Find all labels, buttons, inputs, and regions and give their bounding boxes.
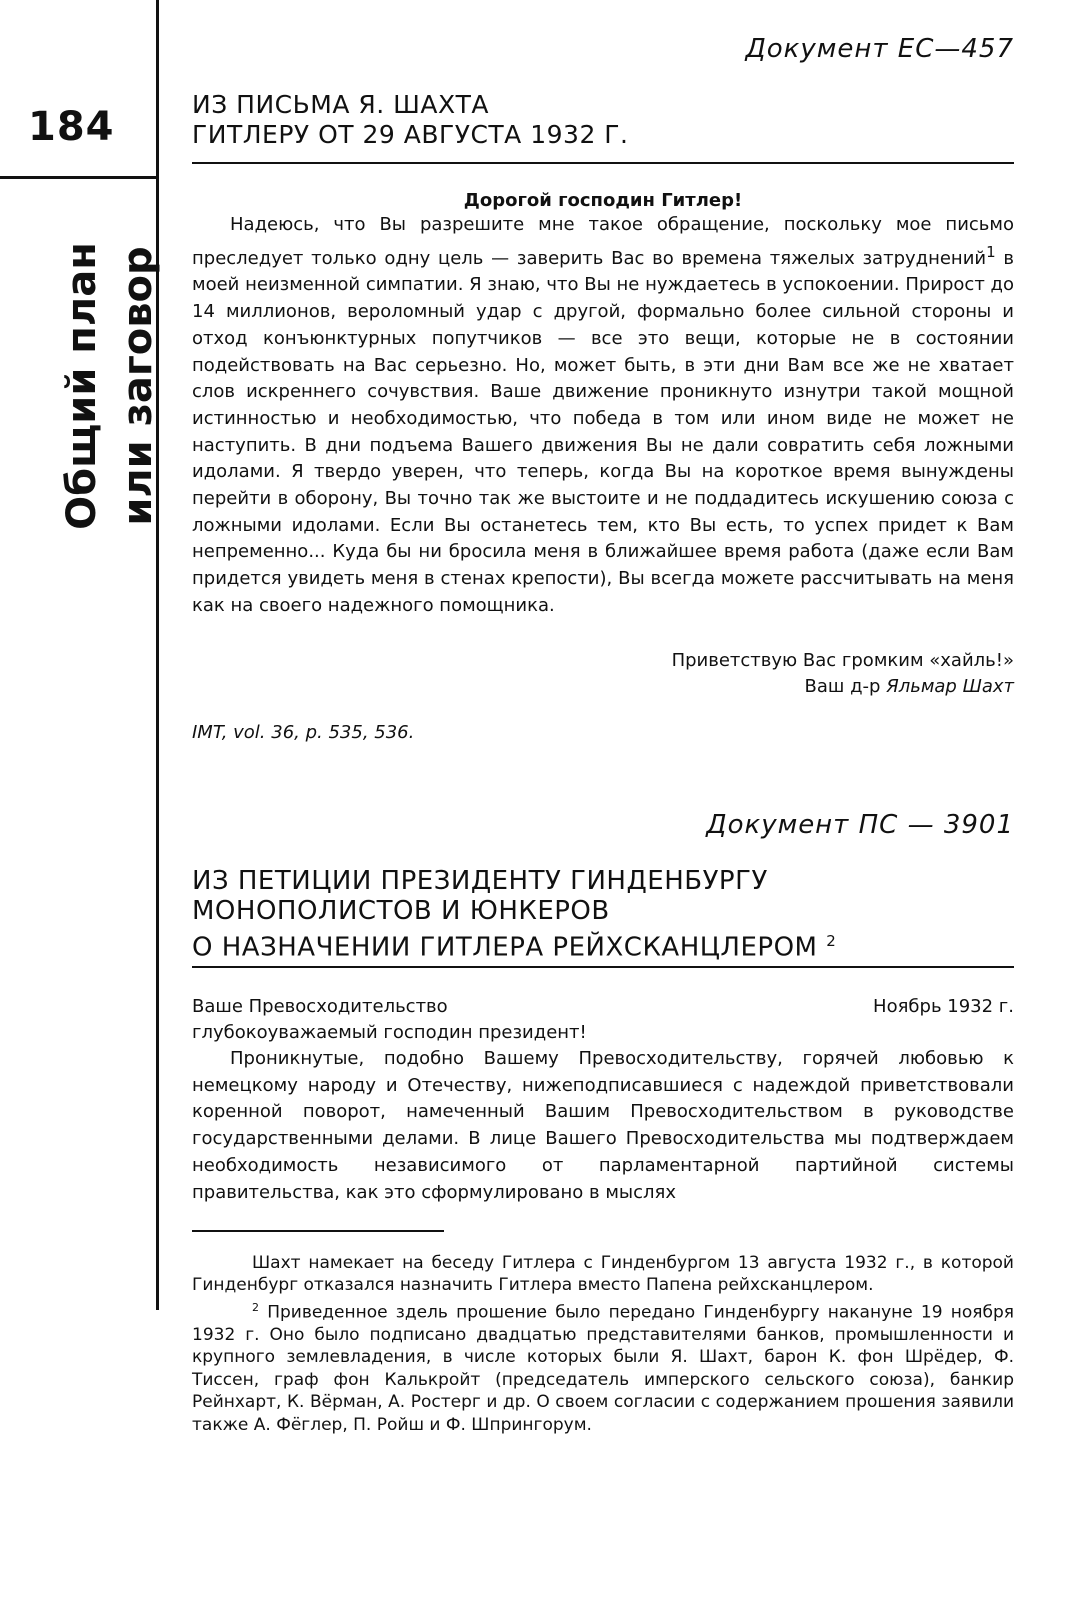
address-text: Ваше Превосходительство xyxy=(192,996,448,1017)
petition-paragraph: Проникнутые, подобно Вашему Превосходительству, горячей любовью к немецкому народу и Отечеству, нижеподписавшиеся с надеждой приветствовали коренной поворот, намеченный Вашим Превосходительством в руководстве государственными делами. В лице Вашего Превосходительства мы подтверждаем необходимость независимого от парламентарной партийной системы правительства, как это сформулировано в мыслях xyxy=(192,1048,1014,1203)
page-number-rule xyxy=(0,176,156,179)
document-label: Документ ПС — 3901 xyxy=(706,810,1014,840)
letter-paragraph xyxy=(192,212,1014,620)
heading-line: ИЗ ПИСЬМА Я. ШАХТА xyxy=(192,90,490,119)
letter-closing: Приветствую Вас громким «хайль!» xyxy=(671,650,1014,671)
footnote-mark: 2 xyxy=(252,1300,259,1314)
footnote-2 xyxy=(192,1297,1014,1436)
footnote-ref: 1 xyxy=(986,242,996,261)
document-heading xyxy=(192,90,629,150)
page-number: 184 xyxy=(28,104,115,150)
letter-signature-line xyxy=(805,676,1014,697)
heading-text: О НАЗНАЧЕНИИ ГИТЛЕРА РЕЙХСКАНЦЛЕРОМ xyxy=(192,932,818,963)
section-title-line2: или заговор xyxy=(115,246,161,526)
heading-rule xyxy=(192,162,1014,164)
heading-line: ГИТЛЕРУ ОТ 29 АВГУСТА 1932 Г. xyxy=(192,120,629,149)
footnote-ref: 2 xyxy=(826,932,837,950)
document-label: Документ ЕС—457 xyxy=(745,34,1014,64)
heading-line xyxy=(192,926,836,963)
letter-text: Надеюсь, что Вы разрешите мне такое обращение, поскольку мое письмо преследует только одну цель — заверить Вас во времена тяжелых затруднений xyxy=(192,214,1014,269)
heading-line: ИЗ ПЕТИЦИИ ПРЕЗИДЕНТУ ГИНДЕНБУРГУ xyxy=(192,866,768,896)
petition-body xyxy=(192,1046,1014,1206)
signature-name: Яльмар Шахт xyxy=(886,676,1014,697)
section-title-line1: Общий план xyxy=(59,242,105,530)
section-title-vertical xyxy=(54,236,166,536)
footnote-1: Шахт намекает на беседу Гитлера с Гинденбургом 13 августа 1932 г., в которой Гинденбург отказался назначить Гитлера вместо Папена рейхсканцлером. xyxy=(192,1253,1014,1296)
letter-salutation: Дорогой господин Гитлер! xyxy=(463,190,743,211)
heading-line: МОНОПОЛИСТОВ И ЮНКЕРОВ xyxy=(192,896,610,926)
letter-text: в моей неизменной симпатии. Я знаю, что Вы не нуждаетесь в успокоении. Прирост до 14 миллионов, вероломный удар с другой, формально более сильной стороны и отход конъюнктурных попутчиков — все это вещи, которые не в состоянии подействовать на Вас серьезно. Но, может быть, в эти дни Вам все же не хватает слов искреннего сочувствия. Ваше движение проникнуто изнутри такой мощной истинностью и необходимостью, что победа в том или ином виде не может не наступить. В дни подъема Вашего движения Вы не дали совратить себя ложными идолами. Я твердо уверен, что теперь, когда Вы на короткое время вынуждены перейти в оборону, Вы точно так же выстоите и не поддадитесь искушению союза с ложными идолами. Если Вы останетесь тем, кто Вы есть, то успех придет к Вам непременно... Куда бы ни бросила меня в ближайшее время работа (даже если Вам придется увидеть меня в стенах крепости), Вы всегда можете рассчитывать на меня как на своего надежного помощника. xyxy=(192,247,1014,616)
source-citation: IMT, vol. 36, p. 535, 536. xyxy=(192,722,415,743)
greeting-text: глубокоуважаемый господин президент! xyxy=(192,1022,587,1043)
signature-prefix: Ваш д-р xyxy=(804,676,887,697)
footnote-text: Приведенное здель прошение было передано Гинденбургу накануне 19 ноября 1932 г. Оно было подписано двадцатью представителями банков, промышленности и крупного землевладения, в числе которых были Я. Шахт, барон К. фон Шрёдер, Ф. Тиссен, граф фон Калькройт (председатель имперского сельского союза), банкир Рейнхарт, К. Вёрман, А. Ростерг и др. О своем согласии с содержанием прошения заявили также А. Фёглер, П. Ройш и Ф. Шпрингорум. xyxy=(192,1302,1014,1435)
footnote-rule xyxy=(192,1230,444,1232)
document-heading xyxy=(192,866,836,963)
date-text: Ноябрь 1932 г. xyxy=(873,996,1014,1017)
heading-rule xyxy=(192,966,1014,968)
footnotes xyxy=(192,1252,1014,1436)
margin-rule xyxy=(156,0,159,1310)
address-row xyxy=(192,996,1014,1017)
letter-body xyxy=(192,212,1014,620)
